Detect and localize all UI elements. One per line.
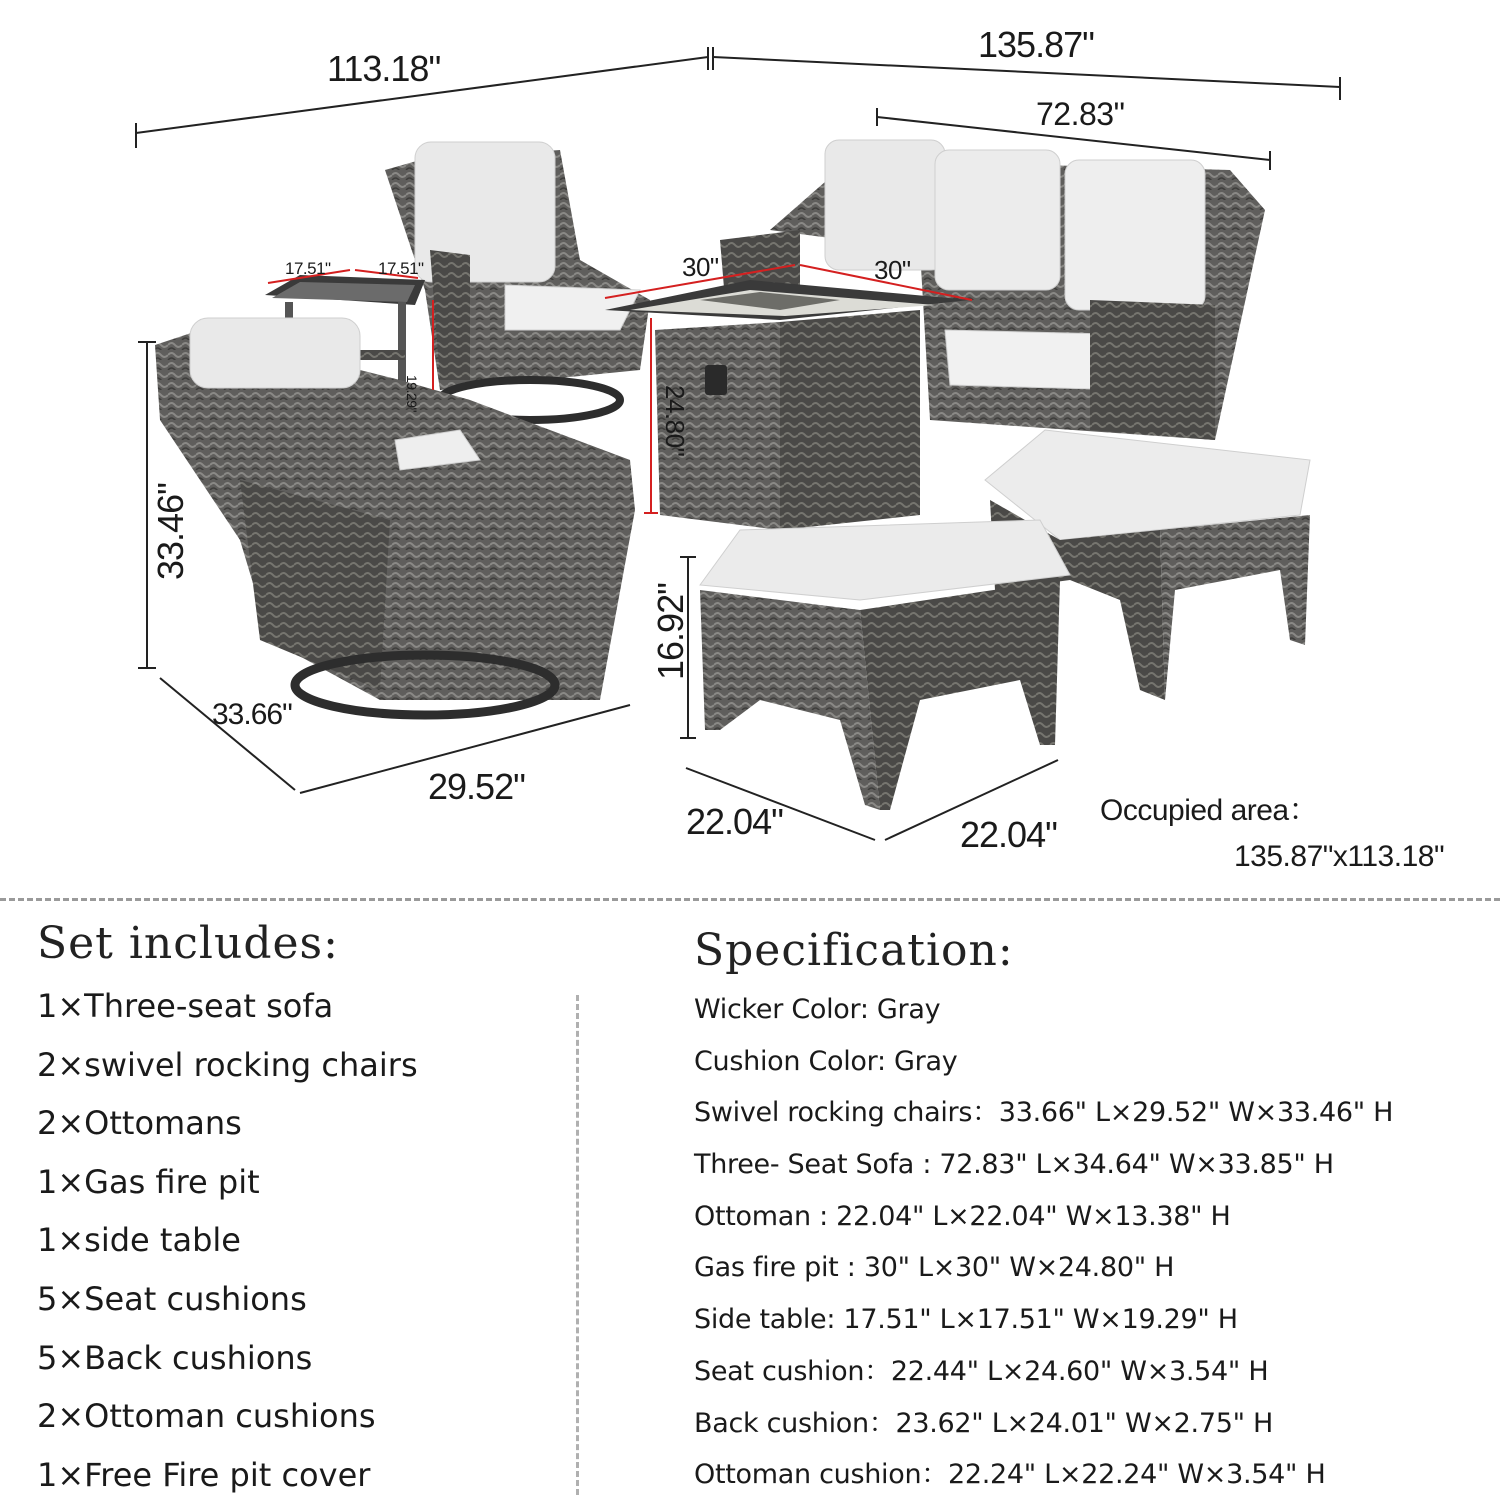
list-item: 5×Back cushions bbox=[37, 1338, 313, 1377]
dimension-sofa-length: 72.83" bbox=[1036, 96, 1125, 132]
dimension-overall-length: 135.87" bbox=[978, 24, 1094, 65]
spec-item: Gas fire pit : 30" L×30" W×24.80" H bbox=[694, 1252, 1175, 1284]
dimension-chair-height: 33.46" bbox=[150, 483, 191, 580]
dimension-side-table-left: 17.51" bbox=[285, 259, 331, 278]
dimension-overall-width: 113.18" bbox=[327, 48, 441, 89]
list-item: 2×Ottoman cushions bbox=[37, 1397, 376, 1436]
spec-item: Three- Seat Sofa : 72.83" L×34.64" W×33.85" H bbox=[694, 1149, 1334, 1181]
list-item: 1×side table bbox=[37, 1221, 241, 1260]
list-item: 2×Ottomans bbox=[37, 1104, 242, 1143]
spec-item: Ottoman cushion：22.24" L×22.24" W×3.54" H bbox=[694, 1459, 1326, 1491]
dimension-chair-depth: 33.66" bbox=[212, 698, 292, 731]
spec-item: Ottoman : 22.04" L×22.04" W×13.38" H bbox=[694, 1200, 1231, 1232]
occupied-area-label: Occupied area： bbox=[1100, 794, 1319, 827]
spec-item: Cushion Color: Gray bbox=[694, 1045, 958, 1077]
section-divider bbox=[0, 898, 1500, 901]
occupied-area-value: 135.87"x113.18" bbox=[1234, 840, 1445, 873]
list-item: 5×Seat cushions bbox=[37, 1279, 307, 1318]
set-includes-heading: Set includes: bbox=[37, 918, 339, 969]
list-item: 1×Free Fire pit cover bbox=[37, 1455, 371, 1494]
spec-item: Seat cushion：22.44" L×24.60" W×3.54" H bbox=[694, 1355, 1269, 1387]
list-item: 1×Gas fire pit bbox=[37, 1162, 260, 1201]
specification-heading: Specification: bbox=[694, 925, 1014, 976]
specification-list bbox=[694, 990, 1393, 1507]
list-item: 2×swivel rocking chairs bbox=[37, 1045, 418, 1084]
dimension-firepit-left: 30" bbox=[682, 252, 719, 282]
dimension-side-table-height: 19.29" bbox=[404, 375, 420, 413]
dimension-ottoman-left: 22.04" bbox=[686, 801, 783, 842]
dimension-ottoman-right: 22.04" bbox=[960, 814, 1057, 855]
spec-item: Wicker Color: Gray bbox=[694, 994, 941, 1025]
dimension-chair-width: 29.52" bbox=[428, 766, 525, 807]
spec-item: Side table: 17.51" L×17.51" W×19.29" H bbox=[694, 1304, 1238, 1336]
ottoman-front-illustration bbox=[700, 520, 1070, 810]
set-includes-list bbox=[37, 984, 418, 1511]
column-divider bbox=[576, 995, 579, 1495]
dimension-ottoman-height: 16.92" bbox=[650, 583, 691, 680]
dimension-firepit-height: 24.80" bbox=[660, 385, 690, 457]
list-item: 1×Three-seat sofa bbox=[37, 987, 334, 1025]
dimension-side-table-right: 17.51" bbox=[378, 259, 424, 278]
dimension-firepit-right: 30" bbox=[874, 255, 911, 285]
swivel-chair-back-illustration bbox=[385, 142, 650, 420]
spec-item: Swivel rocking chairs：33.66" L×29.52" W×33.46" H bbox=[694, 1097, 1394, 1129]
spec-item: Back cushion：23.62" L×24.01" W×2.75" H bbox=[694, 1407, 1274, 1439]
